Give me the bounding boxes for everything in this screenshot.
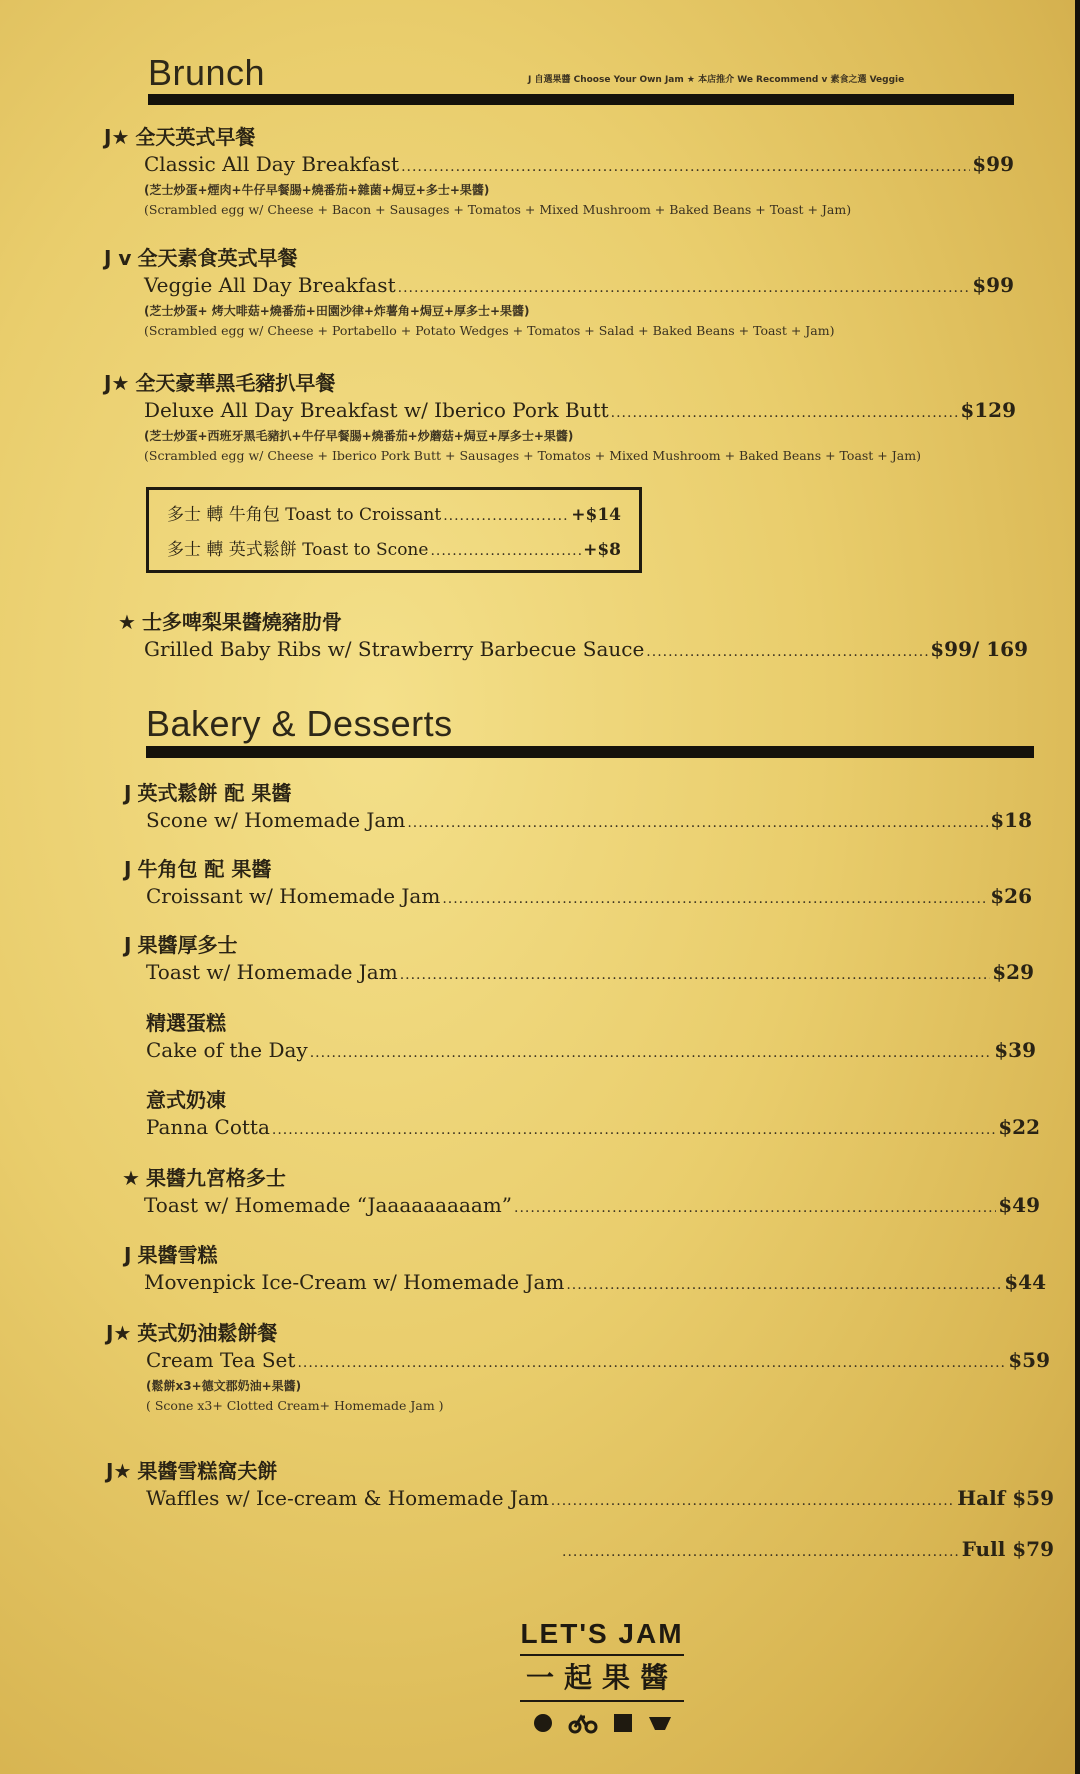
menu-item-price: $99 [972, 273, 1014, 297]
leader-dots [646, 638, 928, 666]
menu-item-price: $39 [994, 1038, 1036, 1062]
menu-item-price: $59 [1008, 1348, 1050, 1372]
menu-item-deluxe-breakfast [104, 370, 1016, 467]
leader-dots [407, 809, 988, 837]
bakery-divider [146, 746, 1034, 758]
menu-item-desc-en: (Scrambled egg w/ Cheese + Bacon + Sausages + Tomatos + Mixed Mushroom + Baked Beans + Toast + Jam) [144, 202, 852, 217]
logo-text-zh: 一起果醬 [525, 1661, 678, 1694]
leader-dots [310, 1039, 993, 1067]
leader-dots [430, 534, 581, 568]
menu-item-name-zh: 士多啤梨果醬燒豬肋骨 [141, 610, 342, 634]
menu-item-mark: ★ [118, 610, 136, 634]
leader-dots [562, 1538, 960, 1566]
menu-item-price: $49 [998, 1193, 1040, 1217]
menu-item-name-zh: 果醬雪糕 [137, 1243, 218, 1267]
bicycle-icon [568, 1712, 598, 1734]
menu-item-price: $18 [990, 808, 1032, 832]
menu-item-name-zh: 英式鬆餅 配 果醬 [137, 781, 292, 805]
brand-logo [512, 1616, 692, 1734]
menu-item-name-en: Panna Cotta [146, 1115, 270, 1139]
menu-item-name-en: Croissant w/ Homemade Jam [146, 884, 441, 908]
menu-item-price: $99/ 169 [930, 637, 1028, 661]
menu-item-price: $129 [960, 398, 1016, 422]
menu-item-mark: J v [104, 246, 132, 270]
leader-dots [401, 153, 970, 181]
menu-item-mark: J [124, 933, 132, 957]
leader-dots [514, 1194, 996, 1222]
menu-item-name-zh: 全天素食英式早餐 [137, 246, 298, 270]
upgrade-label: 多士 轉 英式鬆餅 Toast to Scone [167, 540, 429, 560]
menu-item-desc-zh: (芝士炒蛋+ 烤大啡菇+燒番茄+田園沙律+炸薯角+焗豆+厚多士+果醬) [144, 304, 530, 318]
leader-dots [297, 1349, 1006, 1377]
upgrade-price: +$8 [583, 540, 621, 560]
menu-item-croissant [124, 856, 1032, 913]
leader-dots [443, 499, 569, 533]
menu-item-price-half: Half $59 [957, 1486, 1054, 1510]
leader-dots [611, 399, 959, 427]
brunch-title: Brunch [148, 52, 266, 93]
menu-item-price-full: Full $79 [961, 1537, 1054, 1561]
menu-item-jam-toast [122, 1165, 1040, 1222]
menu-item-name-en: Classic All Day Breakfast [144, 152, 400, 176]
bowl-icon [648, 1712, 672, 1734]
menu-item-name-en: Cream Tea Set [146, 1348, 296, 1372]
brunch-divider [148, 94, 1014, 105]
menu-item-desc-zh: (鬆餅x3+德文郡奶油+果醬) [146, 1379, 302, 1393]
menu-item-name-zh: 英式奶油鬆餅餐 [137, 1321, 278, 1345]
bakery-title: Bakery & Desserts [146, 703, 453, 744]
leader-dots [400, 961, 991, 989]
menu-item-name-zh: 意式奶凍 [146, 1088, 226, 1112]
upgrade-option [167, 533, 621, 568]
menu-item-name-en: Scone w/ Homemade Jam [146, 808, 406, 832]
menu-item-name-en: Toast w/ Homemade “Jaaaaaaaaam” [144, 1193, 512, 1217]
leader-dots [398, 274, 971, 302]
leader-dots [566, 1271, 1002, 1299]
menu-item-name-en: Veggie All Day Breakfast [144, 273, 396, 297]
menu-item-price: $22 [998, 1115, 1040, 1139]
menu-item-mark: J [124, 1243, 132, 1267]
menu-item-mark: J★ [104, 125, 130, 149]
menu-item-desc-en: ( Scone x3+ Clotted Cream+ Homemade Jam ) [146, 1398, 444, 1413]
menu-item-desc-zh: (芝士炒蛋+西班牙黑毛豬扒+牛仔早餐腸+燒番茄+炒蘑菇+焗豆+厚多士+果醬) [144, 429, 574, 443]
menu-item-name-zh: 全天豪華黑毛豬扒早餐 [135, 371, 336, 395]
menu-item-name-zh: 精選蛋糕 [146, 1011, 226, 1035]
menu-item-price: $44 [1004, 1270, 1046, 1294]
upgrade-options-box [146, 487, 642, 573]
menu-item-baby-ribs [118, 609, 1028, 666]
menu-item-cream-tea [106, 1320, 1050, 1417]
menu-item-price: $26 [990, 884, 1032, 908]
menu-item-mark: J★ [106, 1321, 132, 1345]
menu-legend: J 自選果醬 Choose Your Own Jam ★ 本店推介 We Recommend v 素食之選 Veggie [528, 75, 905, 85]
menu-item-mark: ★ [122, 1166, 140, 1190]
menu-item-scone [124, 780, 1032, 837]
menu-item-mark: J★ [104, 371, 130, 395]
upgrade-label: 多士 轉 牛角包 Toast to Croissant [167, 505, 442, 525]
circle-icon [532, 1712, 554, 1734]
menu-item-panna-cotta [146, 1087, 1040, 1144]
leader-dots [272, 1116, 996, 1144]
menu-item-waffles [106, 1458, 1054, 1566]
upgrade-option [167, 498, 621, 533]
menu-item-toast [124, 932, 1034, 989]
upgrade-price: +$14 [571, 505, 621, 525]
menu-item-desc-en: (Scrambled egg w/ Cheese + Portabello + Potato Wedges + Tomatos + Salad + Baked Beans + Toast + Jam) [144, 323, 835, 338]
menu-item-name-en: Movenpick Ice-Cream w/ Homemade Jam [144, 1270, 565, 1294]
menu-item-name-en: Grilled Baby Ribs w/ Strawberry Barbecue Sauce [144, 637, 645, 661]
menu-item-name-zh: 牛角包 配 果醬 [137, 857, 272, 881]
menu-item-name-en: Waffles w/ Ice-cream & Homemade Jam [146, 1486, 549, 1510]
menu-item-price: $99 [972, 152, 1014, 176]
menu-item-price: $29 [992, 960, 1034, 984]
menu-item-mark: J [124, 857, 132, 881]
logo-rule [520, 1700, 684, 1702]
menu-item-name-zh: 果醬九宮格多士 [145, 1166, 286, 1190]
menu-item-name-en: Toast w/ Homemade Jam [146, 960, 398, 984]
leader-dots [551, 1487, 955, 1515]
menu-item-name-zh: 果醬厚多士 [137, 933, 238, 957]
menu-item-name-en: Cake of the Day [146, 1038, 308, 1062]
menu-item-name-en: Deluxe All Day Breakfast w/ Iberico Pork Butt [144, 398, 609, 422]
menu-item-ice-cream [124, 1242, 1046, 1299]
menu-item-name-zh: 全天英式早餐 [135, 125, 256, 149]
logo-text-en: LET'S JAM [520, 1618, 684, 1649]
leader-dots [442, 885, 988, 913]
menu-item-desc-zh: (芝士炒蛋+煙肉+牛仔早餐腸+燒番茄+雜菌+焗豆+多士+果醬) [144, 183, 490, 197]
logo-icons [512, 1712, 692, 1734]
menu-item-classic-breakfast [104, 124, 1014, 221]
menu-item-mark: J [124, 781, 132, 805]
square-icon [612, 1712, 634, 1734]
menu-item-name-zh: 果醬雪糕窩夫餅 [137, 1459, 278, 1483]
menu-item-desc-en: (Scrambled egg w/ Cheese + Iberico Pork Butt + Sausages + Tomatos + Mixed Mushroom + Baked Beans + Toast + Jam) [144, 448, 921, 463]
menu-item-mark: J★ [106, 1459, 132, 1483]
menu-item-cake [146, 1010, 1036, 1067]
logo-rule [520, 1654, 684, 1656]
menu-item-veggie-breakfast [104, 245, 1014, 342]
